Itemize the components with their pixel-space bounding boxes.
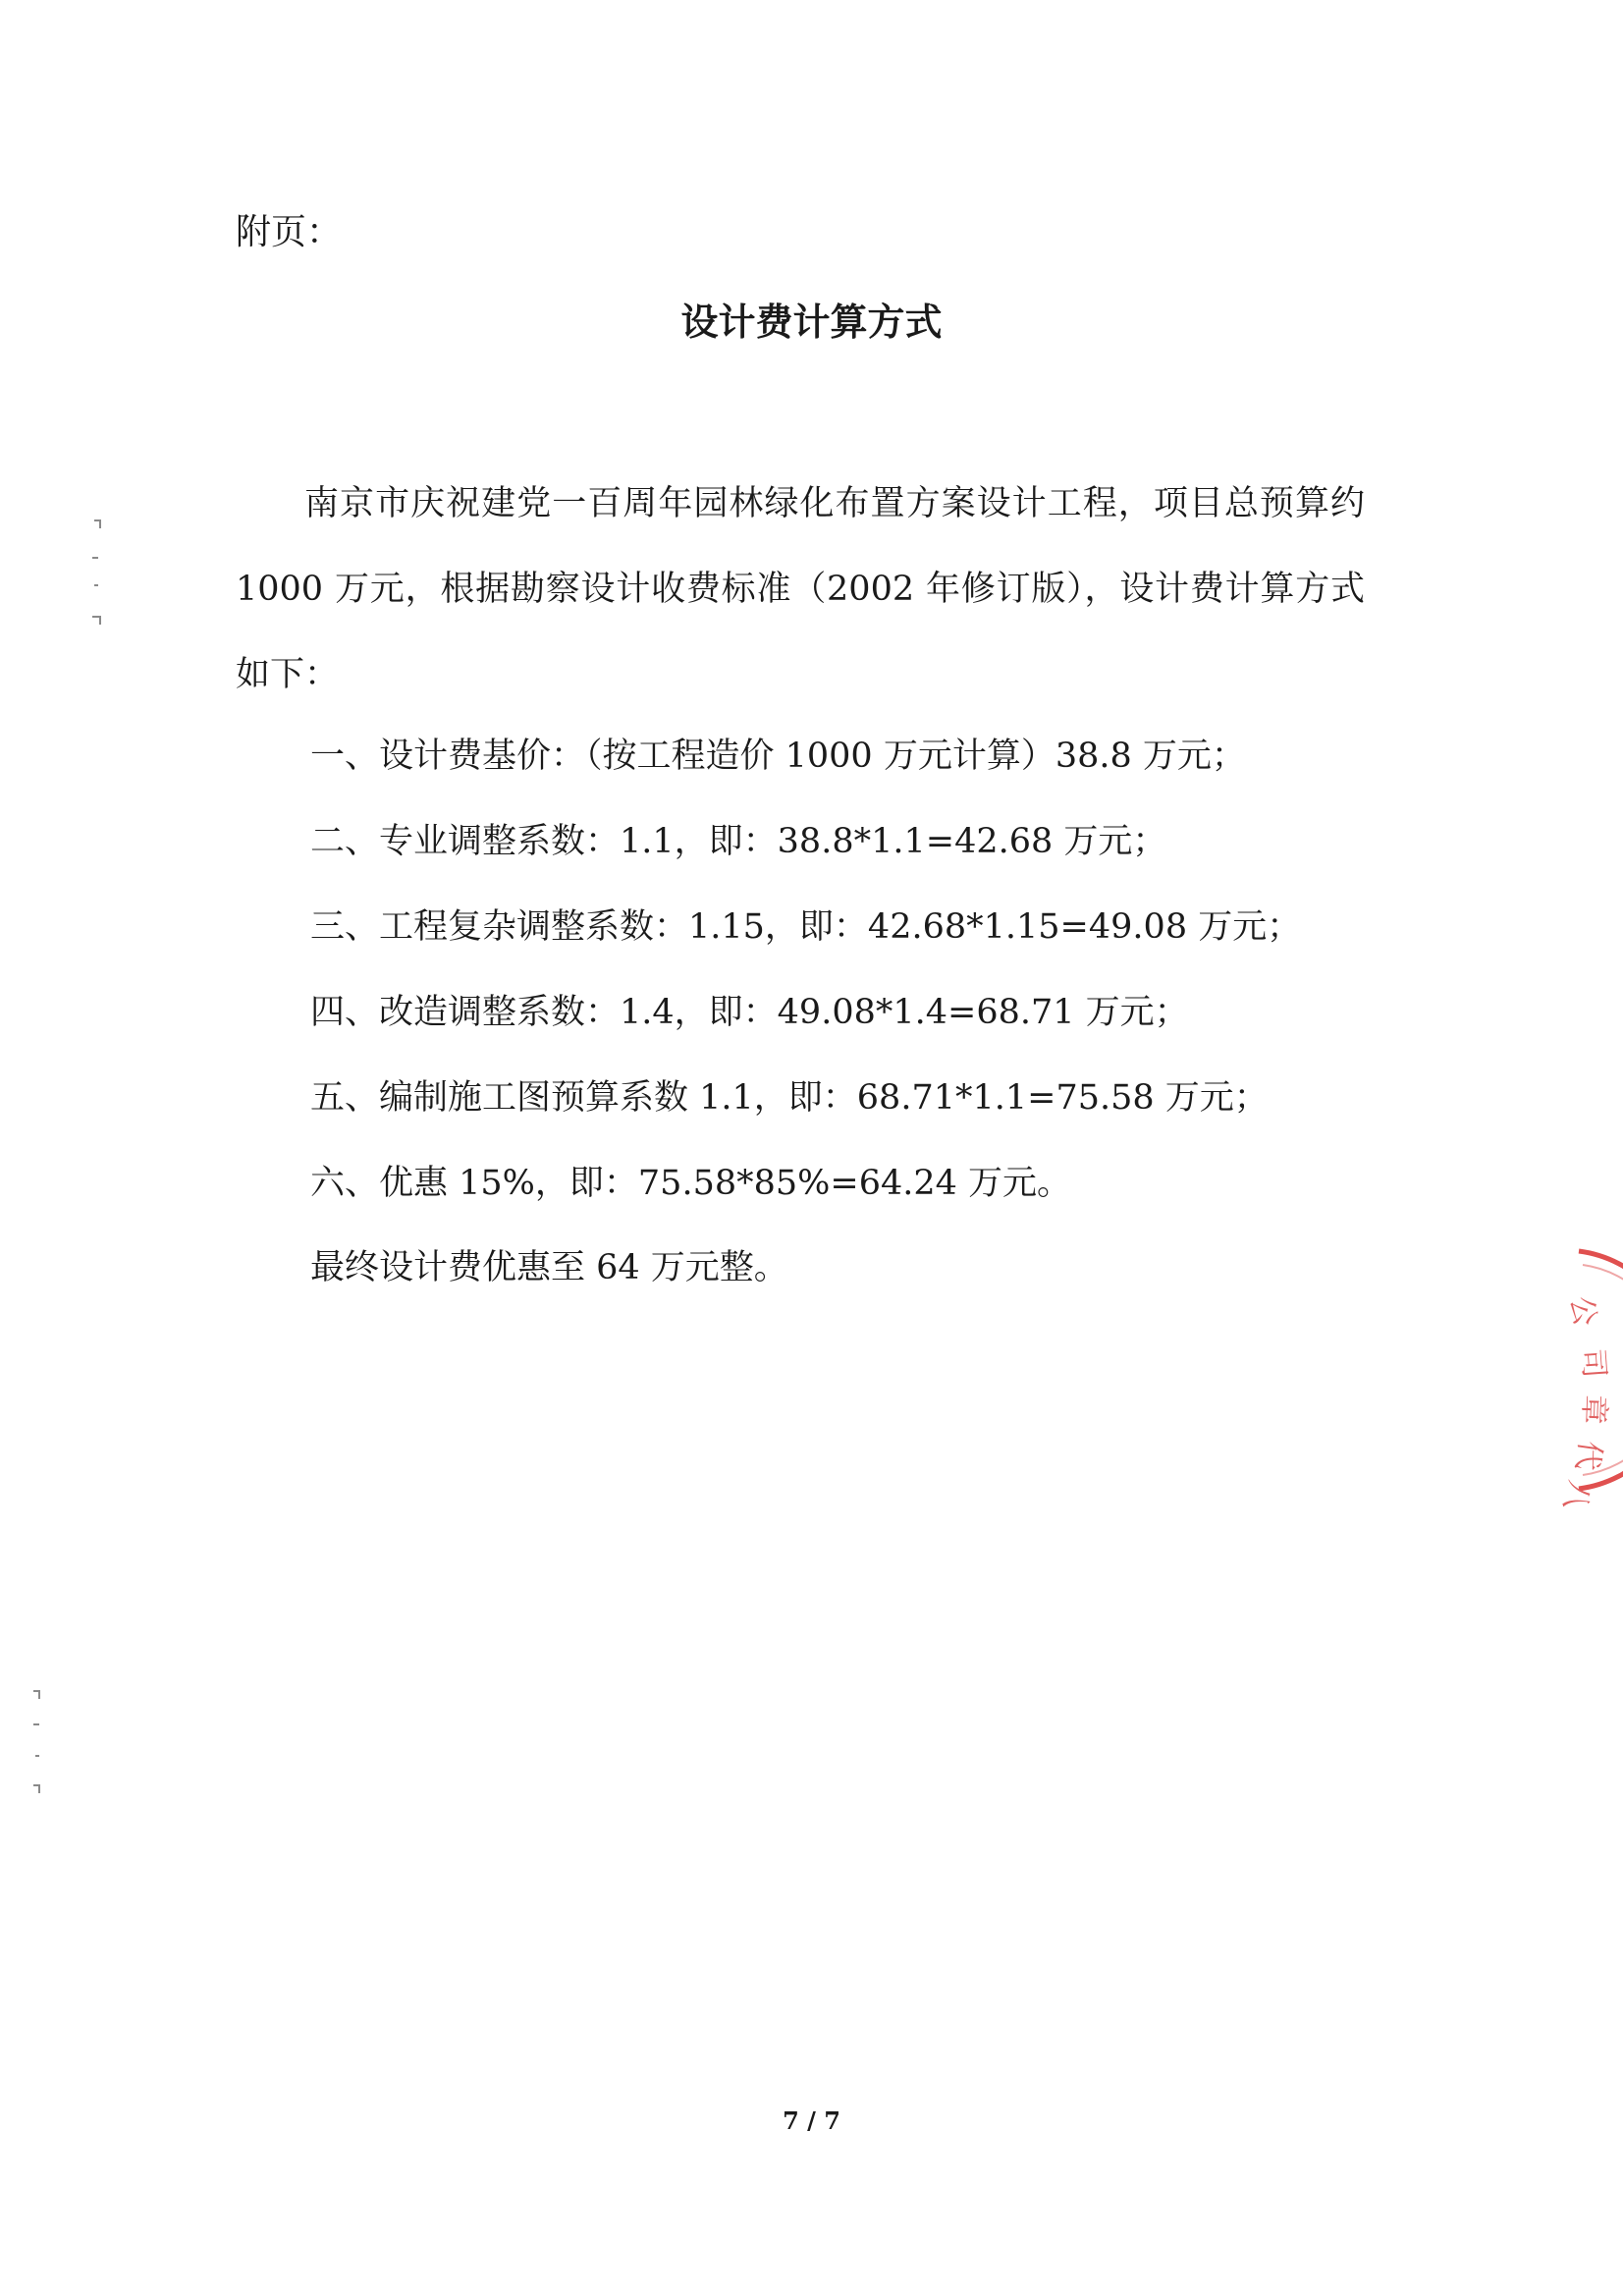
calculation-item: 四、改造调整系数：1.4，即：49.08*1.4=68.71 万元； (310, 993, 1189, 1032)
calculation-item: 一、设计费基价：（按工程造价 1000 万元计算）38.8 万元； (310, 737, 1246, 776)
stamp-icon (1532, 1247, 1623, 1514)
intro-paragraph (236, 462, 1365, 718)
svg-text:代: 代 (1568, 1438, 1607, 1473)
page-number: 7 / 7 (783, 2106, 840, 2135)
calculation-item: 五、编制施工图预算系数 1.1，即：68.71*1.1=75.58 万元； (310, 1078, 1269, 1118)
calculation-item: 二、专业调整系数：1.1，即：38.8*1.1=42.68 万元； (310, 822, 1167, 861)
document-title: 设计费计算方式 (680, 300, 943, 344)
calculation-item: 六、优惠 15%，即：75.58*85%=64.24 万元。 (310, 1164, 1072, 1203)
svg-text:公: 公 (1563, 1293, 1602, 1329)
svg-text:司: 司 (1575, 1347, 1612, 1380)
binding-marks-icon (0, 0, 118, 2296)
intro-text: 南京市庆祝建党一百周年园林绿化布置方案设计工程，项目总预算约 1000 万元，根据勘察设计收费标准（2002 年修订版），设计费计算方式如下： (236, 484, 1365, 694)
final-fee-statement: 最终设计费优惠至 64 万元整。 (310, 1248, 788, 1287)
appendix-heading: 附页： (236, 212, 343, 252)
svg-text:章: 章 (1575, 1394, 1611, 1425)
calculation-list (310, 714, 1390, 1227)
calculation-item: 三、工程复杂调整系数：1.15，即：42.68*1.15=49.08 万元； (310, 907, 1302, 947)
svg-text:八: 八 (1555, 1477, 1597, 1514)
